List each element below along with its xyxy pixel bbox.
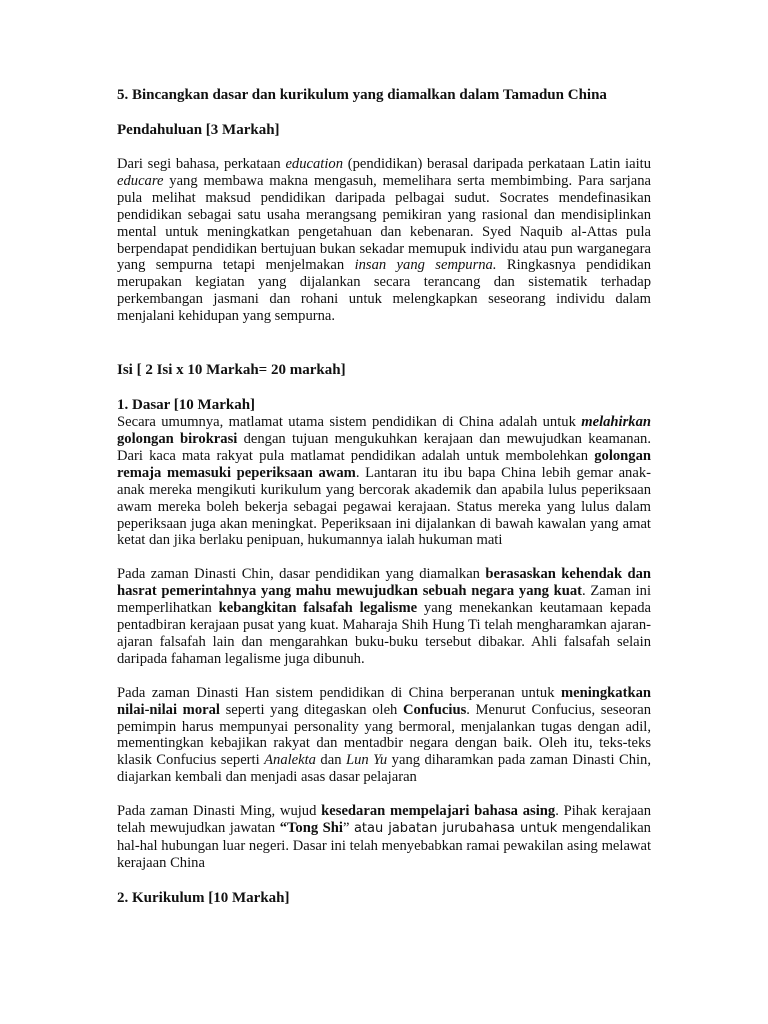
dasar1-text-3: . Lantaran itu ibu bapa China lebih gemar anak-anak mereka mengikuti kurikulum yang bercorak akademik dan apabila lulus peperiksaan awam mereka boleh bekerja sebagai pegawai kerajaan. Status mereka yang lulus dalam peperiksaan juga akan meningkat. Peperiksaan ini dijalankan di bawah kawalan yang amat ketat dan jika berlaku penipuan, hukumannya ialah hukuman mati	[117, 464, 651, 549]
intro-heading: Pendahuluan [3 Markah]	[117, 122, 280, 138]
dasar1-bold-2: golongan remaja memasuki peperiksaan awam	[117, 447, 651, 481]
isi-heading: Isi [ 2 Isi x 10 Markah= 20 markah]	[117, 362, 346, 379]
dasar3-italic-lunyu: Lun Yu	[345, 752, 388, 769]
dasar3-text-1: Pada zaman Dinasti Han sistem pendidikan di China berperanan untuk	[117, 684, 561, 701]
dasar3-italic-analekta: Analekta	[264, 752, 316, 769]
dasar-heading: 1. Dasar [10 Markah]	[117, 397, 256, 414]
dasar2-text-1: Pada zaman Dinasti Chin, dasar pendidikan yang diamalkan	[117, 566, 486, 583]
intro-text-4: Ringkasnya pendidikan merupakan kegiatan yang dijalankan secara terancang dan sistematik terhadap perkembangan jasmani dan rohani untuk melengkapkan seseorang individu dalam menjalani kehidupan yang sempurna.	[117, 257, 651, 325]
dasar3-bold-2: Confucius	[403, 701, 467, 718]
dasar-paragraph-4	[117, 803, 651, 872]
intro-italic-educare: educare	[117, 172, 164, 189]
dasar2-bold-2: kebangkitan falsafah legalisme	[218, 600, 418, 617]
dasar2-bold-1: berasaskan kehendak dan hasrat pemerintahnya yang mahu mewujudkan sebuah negara yang kuat	[117, 566, 651, 600]
intro-text-2: (pendidikan) berasal daripada perkataan Latin iaitu	[343, 156, 651, 172]
dasar4-bold-tongshi: “Tong Shi	[279, 820, 343, 837]
intro-italic-education: education	[285, 156, 344, 172]
dasar1-bold-italic: melahirkan	[581, 414, 651, 431]
dasar4-bold-1: kesedaran mempelajari bahasa asing	[321, 803, 556, 820]
kurikulum-heading: 2. Kurikulum [10 Markah]	[117, 889, 290, 906]
dasar-paragraph-3	[117, 685, 651, 786]
dasar-paragraph-2	[117, 566, 651, 667]
dasar3-text-4: dan	[315, 752, 346, 769]
dasar1-text-1: Secara umumnya, matlamat utama sistem pendidikan di China adalah untuk	[117, 414, 582, 431]
question-heading: 5. Bincangkan dasar dan kurikulum yang diamalkan dalam Tamadun China	[117, 87, 607, 103]
dasar3-bold-1: meningkatkan nilai-nilai moral	[117, 684, 651, 718]
dasar3-text-5: yang diharamkan pada zaman Dinasti Chin, diajarkan kembali dan menjadi asas dasar pelajaran	[117, 752, 651, 786]
dasar4-text-4: mengendalikan hal-hal hubungan luar negeri. Dasar ini telah menyebabkan ramai pewakilan asing melawat kerajaan China	[117, 820, 651, 871]
dasar3-text-2: seperti yang ditegaskan oleh	[219, 701, 403, 718]
intro-text-1: Dari segi bahasa, perkataan	[117, 156, 286, 172]
intro-paragraph	[117, 156, 651, 325]
intro-text-3: yang membawa makna mengasuh, memelihara serta membimbing. Para sarjana pula melihat maksud pendidikan daripada pelbagai sudut. Socrates mendefinasikan pendidikan sebagai satu usaha merangsang pemikiran yang rasional dan mendisiplinkan mental untuk meningkatkan pengetahuan dan kebenaran. Syed Naquib al-Attas pula berpendapat pendidikan bertujuan bukan sekadar memupuk individu atau pun warganegara yang sempurna tetapi menjelmakan	[117, 172, 651, 274]
dasar4-text-1: Pada zaman Dinasti Ming, wujud	[117, 803, 322, 820]
dasar4-text-2: . Pihak kerajaan telah mewujudkan jawatan	[117, 803, 652, 837]
dasar4-sans-text: atau jabatan jurubahasa untuk	[353, 821, 558, 837]
dasar1-bold-1: golongan birokrasi	[117, 430, 238, 447]
dasar3-text-3: . Menurut Confucius, seseoran pemimpin harus mempunyai personality yang bermoral, menjalankan tugas dengan adil, mementingkan kebajikan rakyat dan mentadbir negara dengan baik. Oleh itu, teks-teks klasik Confucius seperti	[117, 701, 651, 769]
dasar1-text-2: dengan tujuan mengukuhkan kerajaan dan mewujudkan keamanan. Dari kaca mata rakyat pula matlamat pendidikan adalah untuk membolehkan	[117, 430, 651, 464]
dasar-paragraph-1	[117, 414, 651, 549]
dasar2-text-2: . Zaman ini memperlihatkan	[117, 583, 652, 617]
dasar4-text-3: ”	[342, 820, 354, 837]
dasar2-text-3: yang menekankan keutamaan kepada pentadbiran kerajaan pusat yang kuat. Maharaja Shih Hung Ti telah mengharamkan ajaran-ajaran falsafah lain dan mengarahkan buku-buku tersebut dibakar. Ahli falsafah selain daripada fahaman legalisme juga dibunuh.	[117, 600, 651, 667]
intro-italic-insan: insan yang sempurna.	[354, 257, 497, 274]
